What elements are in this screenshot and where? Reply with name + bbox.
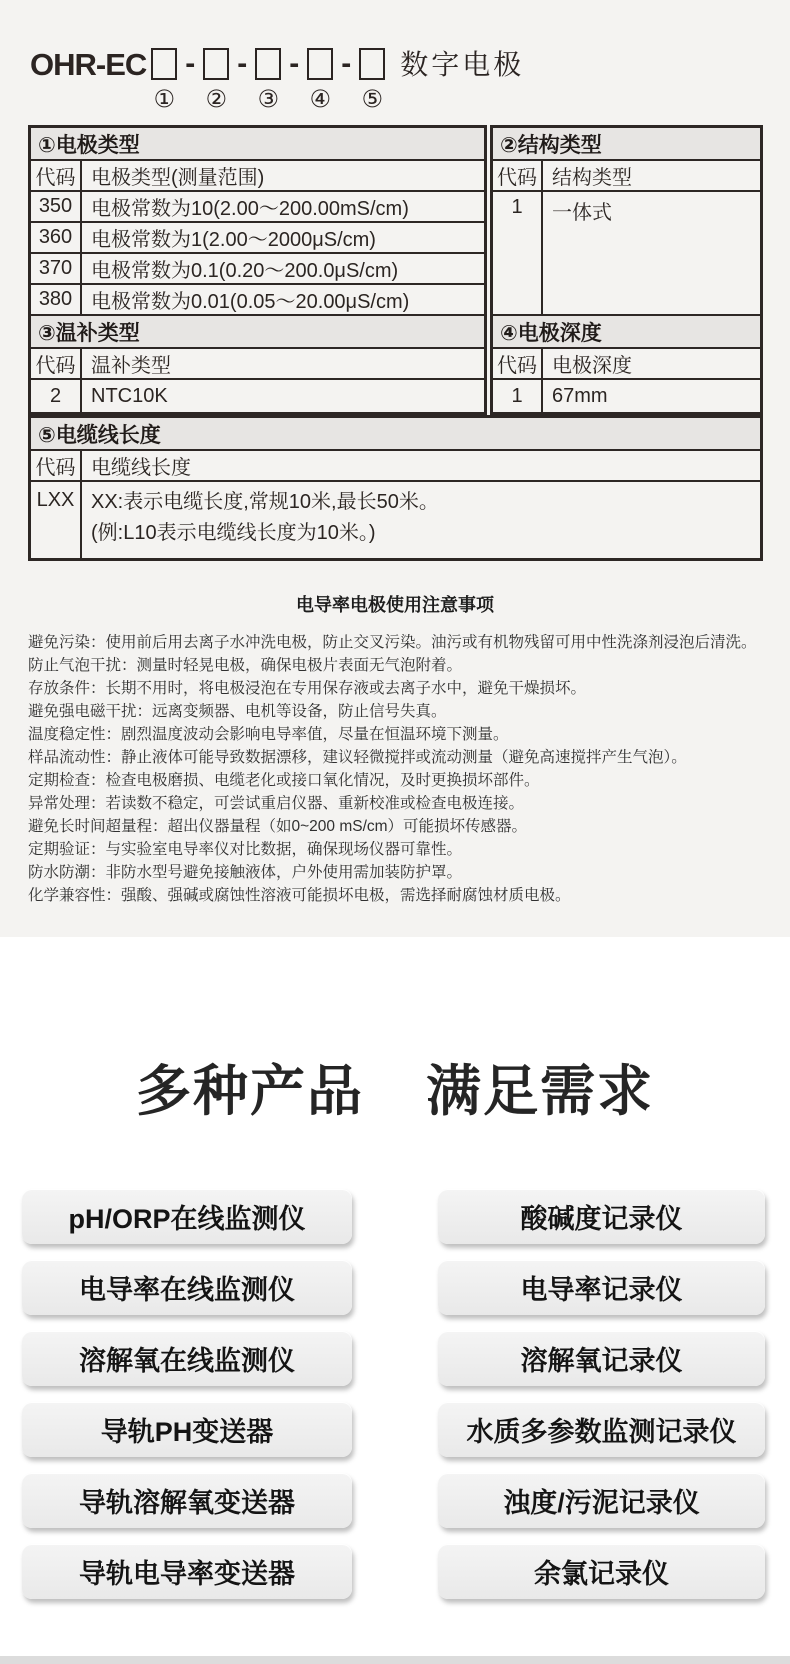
- note-item: 定期检查：检查电极磨损、电缆老化或接口氧化情况，及时更换损坏部件。: [28, 772, 540, 789]
- cell-code: 2: [31, 380, 82, 412]
- note-item: 存放条件：长期不用时，将电极浸泡在专用保存液或去离子水中，避免干燥损坏。: [28, 680, 587, 697]
- model-prefix: OHR-EC: [30, 47, 147, 82]
- heading-part-2: 满足需求: [426, 1060, 655, 1122]
- model-slot-5: [359, 48, 385, 113]
- cell-desc: 电极常数为0.1(0.20～200.0μS/cm): [82, 254, 484, 285]
- product-button-rail-ph-transmitter[interactable]: 导轨PH变送器: [22, 1402, 352, 1457]
- cell-code: 350: [31, 192, 82, 223]
- model-slot-box-icon: [255, 48, 281, 80]
- section-5-header: ⑤电缆线长度: [31, 418, 760, 451]
- product-button-dissolved-oxygen-monitor[interactable]: 溶解氧在线监测仪: [22, 1331, 352, 1386]
- bottom-divider: [0, 1656, 790, 1664]
- table-structure-type: [490, 125, 763, 415]
- circled-number-5: ⑤: [361, 86, 384, 113]
- note-item: 温度稳定性：剧烈温度波动会影响电导率值，尽量在恒温环境下测量。: [28, 726, 509, 743]
- col-header-code: 代码: [31, 451, 82, 482]
- model-slot-box-icon: [359, 48, 385, 80]
- cable-desc-line-2: (例:L10表示电缆线长度为10米。): [91, 522, 376, 544]
- cell-code: 1: [493, 192, 543, 316]
- model-slot-box-icon: [203, 48, 229, 80]
- col-header-code: 代码: [31, 161, 82, 192]
- model-slot-box-icon: [307, 48, 333, 80]
- col-header-code: 代码: [493, 161, 543, 192]
- dash-separator: -: [289, 47, 300, 80]
- note-item: 防止气泡干扰：测量时轻晃电极，确保电极片表面无气泡附着。: [28, 657, 463, 674]
- heading-part-1: 多种产品: [135, 1060, 364, 1122]
- product-button-residual-chlorine-recorder[interactable]: 余氯记录仪: [438, 1544, 765, 1599]
- products-section: [0, 937, 790, 1664]
- notes-title: 电导率电极使用注意事项: [296, 595, 494, 615]
- circled-number-3: ③: [257, 86, 280, 113]
- model-slot-4: [307, 48, 333, 113]
- col-header-code: 代码: [31, 349, 82, 380]
- cell-code: 1: [493, 380, 543, 412]
- model-slot-box-icon: [151, 48, 177, 80]
- model-code-diagram: [0, 0, 790, 113]
- circled-number-2: ②: [205, 86, 228, 113]
- products-heading: [0, 937, 790, 1123]
- dash-separator: -: [341, 47, 352, 80]
- col-header-type: 电极类型(测量范围): [82, 161, 484, 192]
- product-button-grid: [22, 1189, 765, 1599]
- model-suffix: 数字电极: [400, 49, 525, 80]
- cell-desc: 电极常数为1(2.00～2000μS/cm): [82, 223, 484, 254]
- cell-desc: 一体式: [543, 192, 760, 316]
- spec-tables: [28, 125, 763, 561]
- spec-table-upper: [28, 125, 763, 415]
- cell-code: 370: [31, 254, 82, 285]
- cell-desc: 电极常数为10(2.00～200.00mS/cm): [82, 192, 484, 223]
- model-line: [30, 48, 790, 113]
- col-header-code: 代码: [493, 349, 543, 380]
- note-item: 避免强电磁干扰：远离变频器、电机等设备，防止信号失真。: [28, 703, 447, 720]
- cell-desc: NTC10K: [91, 384, 168, 407]
- product-button-turbidity-recorder[interactable]: 浊度/污泥记录仪: [438, 1473, 765, 1528]
- section-2-header: ②结构类型: [493, 128, 760, 161]
- note-item: 避免污染：使用前后用去离子水冲洗电极，防止交叉污染。油污或有机物残留可用中性洗涤剂浸泡后清洗。: [28, 634, 757, 651]
- section-1-header: ①电极类型: [31, 128, 484, 161]
- cell-code: LXX: [31, 482, 82, 558]
- product-button-conductivity-monitor[interactable]: 电导率在线监测仪: [22, 1260, 352, 1315]
- product-button-conductivity-recorder[interactable]: 电导率记录仪: [438, 1260, 765, 1315]
- cell-desc: 67mm: [552, 384, 608, 407]
- cell-desc: 电极常数为0.01(0.05～20.00μS/cm): [82, 285, 484, 316]
- col-header-type: 电缆线长度: [82, 451, 760, 482]
- product-button-multiparameter-recorder[interactable]: 水质多参数监测记录仪: [438, 1402, 765, 1457]
- product-button-rail-dissolved-oxygen-transmitter[interactable]: 导轨溶解氧变送器: [22, 1473, 352, 1528]
- cell-desc: [82, 482, 760, 558]
- cable-desc-line-1: XX:表示电缆长度,常规10米,最长50米。: [91, 491, 439, 513]
- note-item: 防水防潮：非防水型号避免接触液体，户外使用需加装防护罩。: [28, 864, 463, 881]
- note-item: 定期验证：与实验室电导率仪对比数据，确保现场仪器可靠性。: [28, 841, 463, 858]
- product-button-ph-recorder[interactable]: 酸碱度记录仪: [438, 1189, 765, 1244]
- product-button-dissolved-oxygen-recorder[interactable]: 溶解氧记录仪: [438, 1331, 765, 1386]
- col-header-type: 结构类型: [543, 161, 760, 192]
- circled-number-1: ①: [153, 86, 176, 113]
- model-slot-2: [203, 48, 229, 113]
- product-button-rail-conductivity-transmitter[interactable]: 导轨电导率变送器: [22, 1544, 352, 1599]
- dash-separator: -: [237, 47, 248, 80]
- note-item: 避免长时间超量程：超出仪器量程（如0~200 mS/cm）可能损坏传感器。: [28, 818, 528, 835]
- note-item: 异常处理：若读数不稳定，可尝试重启仪器、重新校准或检查电极连接。: [28, 795, 525, 812]
- col-header-type: 电极深度: [543, 349, 760, 380]
- table-electrode-type: [28, 125, 487, 415]
- cell-code: 360: [31, 223, 82, 254]
- section-3-header: ③温补类型: [31, 316, 484, 349]
- model-slot-3: [255, 48, 281, 113]
- table-cable-length: [28, 415, 763, 561]
- cell-code: 380: [31, 285, 82, 316]
- col-header-type: 温补类型: [82, 349, 484, 380]
- section-4-header: ④电极深度: [493, 316, 760, 349]
- note-item: 样品流动性：静止液体可能导致数据漂移，建议轻微搅拌或流动测量（避免高速搅拌产生气泡）。: [28, 749, 687, 766]
- note-item: 化学兼容性：强酸、强碱或腐蚀性溶液可能损坏电极，需选择耐腐蚀材质电极。: [28, 887, 571, 904]
- dash-separator: -: [185, 47, 196, 80]
- usage-notes: [28, 591, 762, 907]
- circled-number-4: ④: [309, 86, 332, 113]
- model-slot-1: [151, 48, 177, 113]
- product-button-ph-orp-monitor[interactable]: pH/ORP在线监测仪: [22, 1189, 352, 1244]
